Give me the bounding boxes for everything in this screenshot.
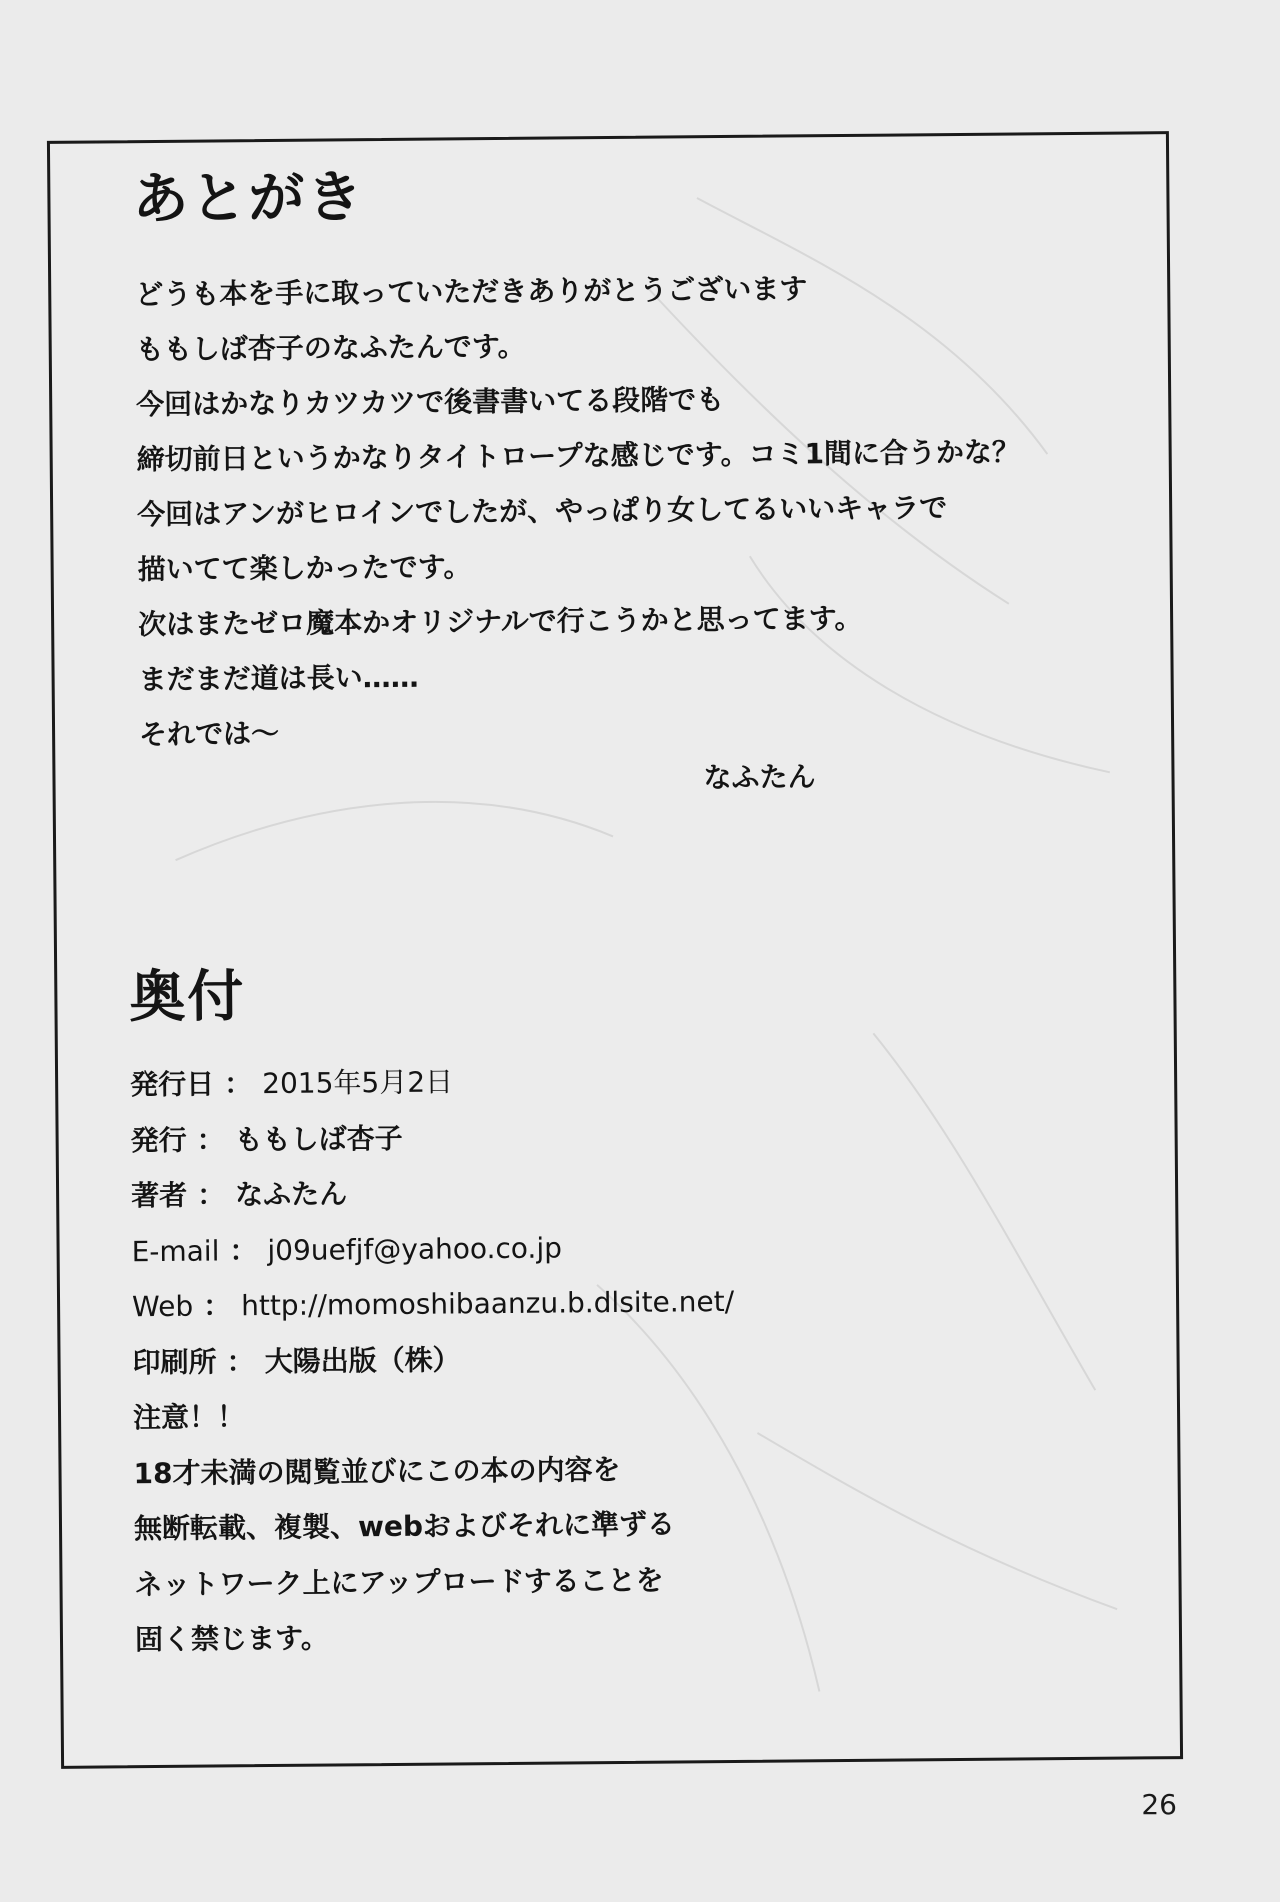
entry-separator: ： [196,1178,226,1212]
afterword-line: 今回はかなりカツカツで後書書いてる段階でも [136,383,725,422]
afterword-line: それでは～ [138,716,280,752]
notice-title: 注意！！ [132,1400,246,1435]
entry-label: E-mail [131,1233,220,1268]
entry-value: 2015年5月2日 [262,1065,454,1101]
content-inner [50,134,1180,1766]
colophon-entry-printer [132,1326,1132,1390]
colophon-entry-email [131,1215,1131,1279]
entry-label: Web [131,1289,194,1324]
colophon-entry-web [132,1271,1132,1335]
notice-line: ネットワーク上にアップロードすることを [134,1563,664,1601]
afterword-line: 描いてて楽しかったです。 [137,550,472,587]
entry-label: 印刷所 [132,1344,217,1379]
email-value: j09uefjf@yahoo.co.jp [267,1230,563,1267]
notice-line: 18才未満の閲覧並びにこの本の内容を [133,1452,621,1490]
afterword-line: まだまだ道は長い…… [138,660,419,697]
entry-value: 大陽出版（株） [264,1342,461,1378]
notice-line: 固く禁じます。 [134,1621,329,1657]
afterword-line: どうも本を手に取っていただきありがとうございます [135,272,808,312]
afterword-line: ももしば杏子のなふたんです。 [135,329,526,367]
content-frame [47,131,1183,1769]
colophon-entry-publisher [130,1104,1130,1168]
entry-value: なふたん [235,1177,348,1212]
entry-label: 著者 [130,1178,188,1213]
notice-line: 無断転載、複製、webおよびそれに準ずる [133,1507,676,1546]
web-url-value: http://momoshibaanzu.b.dlsite.net/ [241,1284,735,1323]
entry-separator: ： [229,1233,258,1267]
afterword-body [135,259,1119,763]
afterword-line: 今回はアンがヒロインでしたが、やっぱり女してるいいキャラで [137,491,948,532]
afterword-line: 締切前日というかなりタイトロープな感じです。コミ1間に合うかな？ [136,435,1021,477]
colophon-entry-author [131,1160,1131,1224]
entry-value: ももしば杏子 [234,1121,403,1156]
colophon-body [130,1049,1135,1668]
afterword-signature: なふたん [703,760,816,795]
entry-label: 発行日 [130,1067,215,1102]
colophon-entry-publish-date [130,1049,1130,1113]
page-number: 26 [1141,1788,1177,1821]
colophon-heading: 奥付 [129,964,246,1031]
entry-separator: ： [196,1122,225,1157]
entry-separator: ： [202,1289,232,1323]
entry-separator: ： [226,1344,255,1378]
afterword-line: 次はまたゼロ魔本かオリジナルで行こうかと思ってます。 [137,601,863,642]
entry-separator: ： [224,1067,253,1101]
entry-label: 発行 [130,1123,187,1157]
afterword-heading: あとがき [132,165,365,233]
